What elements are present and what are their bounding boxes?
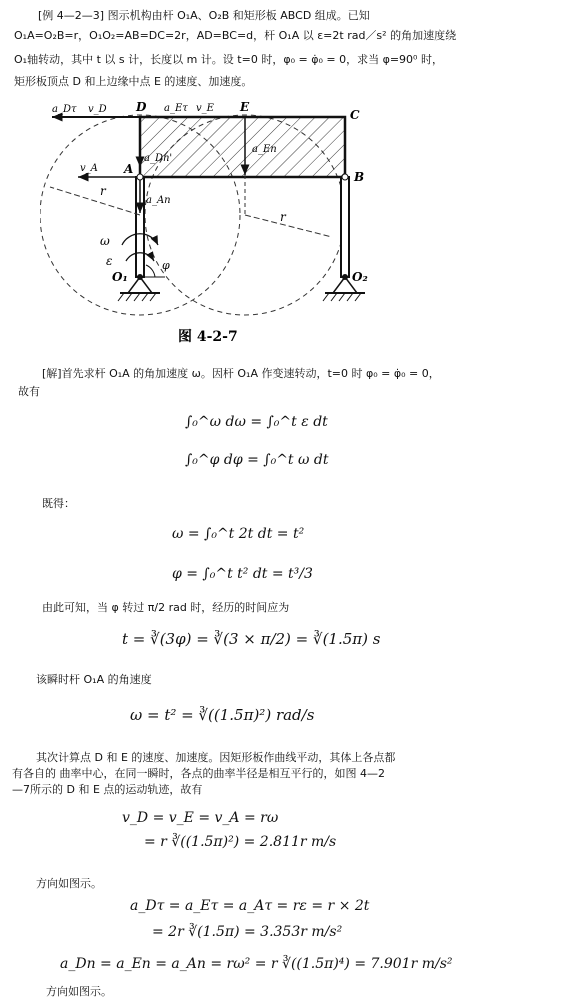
- label-adt: a_Dτ: [52, 104, 77, 115]
- label-e: E: [240, 100, 250, 114]
- solution-para-3: —7所示的 D 和 E 点的运动轨迹，故有: [12, 783, 203, 796]
- eq-5: t = ∛(3φ) = ∛(3 × π/2) = ∛(1.5π) s: [122, 630, 381, 648]
- eq-10: = 2r ∛(1.5π) = 3.353r m/s²: [152, 924, 343, 940]
- solution-dir-2: 方向如图示。: [46, 985, 112, 998]
- label-c: C: [350, 108, 360, 122]
- plate-hatch: [140, 117, 345, 177]
- label-adn: a_Dn': [144, 153, 173, 164]
- label-o2: O₂: [352, 270, 368, 284]
- solution-intro: [解]首先求杆 O₁A 的角加速度 ω。因杆 O₁A 作变速转动，t=0 时 φ₀ = φ̇₀ = 0，: [42, 367, 440, 380]
- solution-omega-text: 该瞬时杆 O₁A 的角速度: [36, 673, 152, 686]
- solution-time-text: 由此可知，当 φ 转过 π/2 rad 时，经历的时间应为: [42, 601, 290, 614]
- mechanism-figure: [40, 95, 390, 360]
- eq-8: = r ∛((1.5π)²) = 2.811r m/s: [144, 834, 337, 850]
- label-d: D: [136, 100, 147, 114]
- label-o1: O₁: [112, 270, 128, 284]
- eq-11: a_Dn = a_En = a_An = rω² = r ∛((1.5π)⁴) = 7.901r m/s²: [60, 956, 453, 972]
- label-vd: v_D: [88, 104, 107, 115]
- eq-6: ω = t² = ∛((1.5π)²) rad/s: [130, 706, 315, 724]
- problem-line-2: O₁A=O₂B=r，O₁O₂=AB=DC=2r，AD=BC=d，杆 O₁A 以 ε=2t rad／s² 的角加速度绕: [14, 29, 457, 42]
- eq-2: ∫₀^φ dφ = ∫₀^t ω dt: [185, 452, 329, 468]
- label-r2: r: [280, 210, 286, 224]
- problem-line-4: 矩形板顶点 D 和上边缘中点 E 的速度、加速度。: [14, 75, 253, 88]
- solution-gu-you: 故有: [18, 385, 40, 398]
- solution-para-1: 其次计算点 D 和 E 的速度、加速度。因矩形板作曲线平动，其体上各点都: [36, 751, 396, 764]
- eq-3: ω = ∫₀^t 2t dt = t²: [172, 526, 305, 542]
- figure-caption: 图 4-2-7: [178, 329, 238, 345]
- problem-line-3: O₁轴转动，其中 t 以 s 计，长度以 m 计。设 t=0 时，φ₀ = φ̇₀ = 0，求当 φ=90⁰ 时，: [14, 53, 443, 66]
- label-phi: φ: [162, 259, 170, 272]
- problem-line-1: [例 4—2—3] 图示机构由杆 O₁A、O₂B 和矩形板 ABCD 组成。已知: [38, 9, 370, 22]
- eq-7: v_D = v_E = v_A = rω: [122, 810, 279, 826]
- eq-9: a_Dτ = a_Eτ = a_Aτ = rε = r × 2t: [130, 898, 370, 914]
- label-va: v_A: [80, 163, 98, 174]
- solution-para-2: 有各自的 曲率中心，在同一瞬时，各点的曲率半径是相互平行的，如图 4—2: [12, 767, 385, 780]
- eq-4: φ = ∫₀^t t² dt = t³/3: [172, 566, 313, 582]
- label-aen: a_En: [252, 144, 277, 155]
- label-aan: a_An: [146, 195, 171, 206]
- label-aet: a_Eτ: [164, 103, 188, 114]
- solution-dir-1: 方向如图示。: [36, 877, 102, 890]
- eq-1: ∫₀^ω dω = ∫₀^t ε dt: [185, 414, 328, 430]
- label-b: B: [354, 170, 365, 184]
- solution-ji-de: 既得：: [42, 497, 75, 510]
- label-a: A: [124, 162, 134, 176]
- label-ve: v_E: [196, 103, 214, 114]
- bar-o2b: [341, 177, 349, 277]
- label-omega: ω: [100, 234, 110, 248]
- label-eps: ε: [106, 254, 113, 268]
- label-r1: r: [100, 184, 106, 198]
